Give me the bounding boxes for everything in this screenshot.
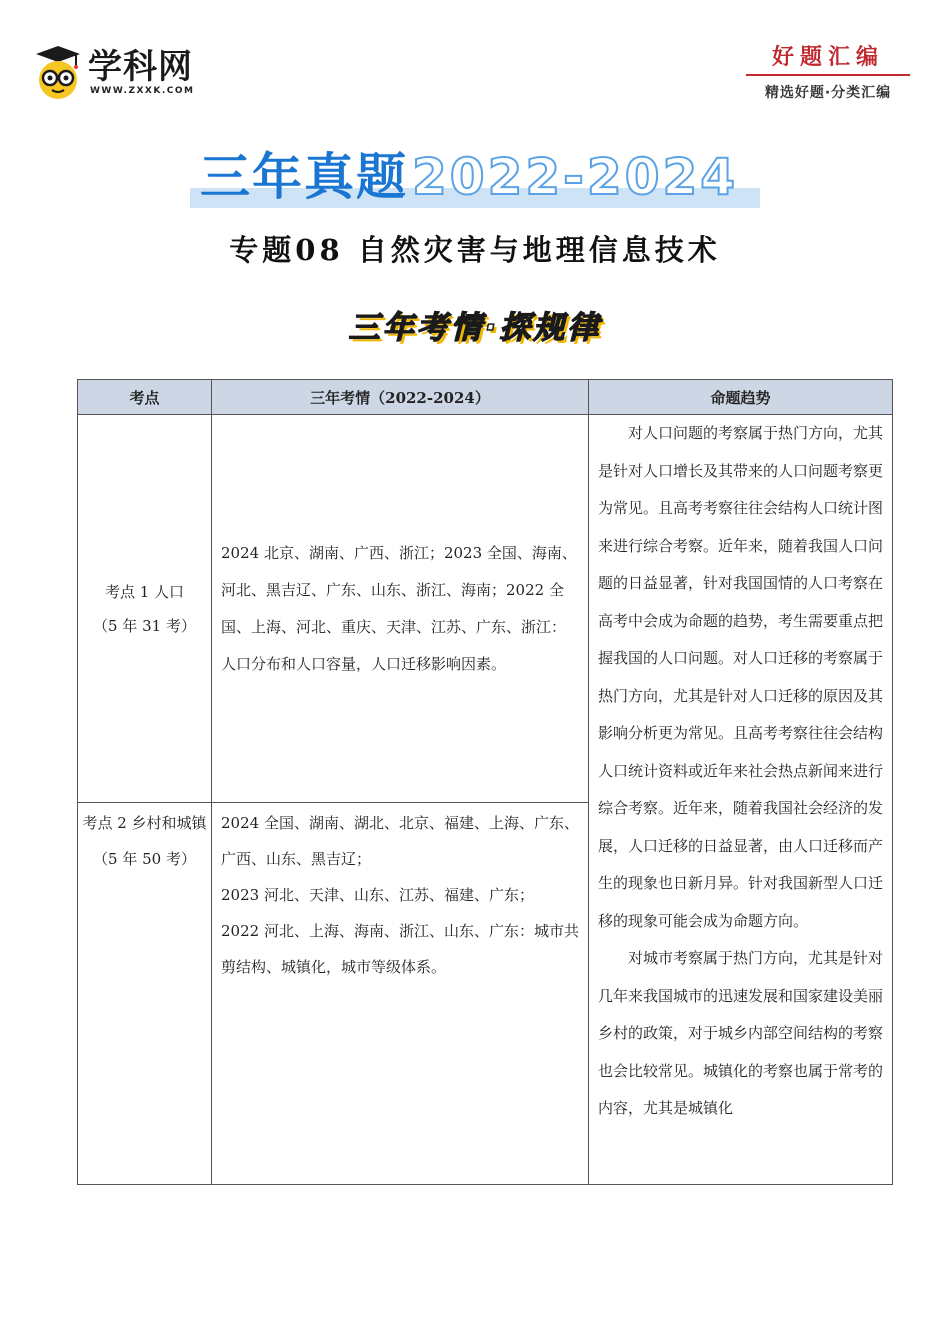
exam-analysis-table [77, 379, 893, 1185]
topic-name: 考点 1 人口 [104, 582, 185, 601]
trend-cell [589, 415, 893, 1185]
logo-name: 学科网 [88, 47, 193, 87]
logo-url: WWW.ZXXK.COM [90, 86, 195, 96]
topic-name: 考点 2 乡村和城镇 [82, 814, 207, 832]
trend-paragraph: 对城市考察属于热门方向，尤其是针对几年来我国城市的迅速发展和国家建设美丽乡村的政策，对于城乡内部空间结构的考察也会比较常见。城镇化的考察也属于常考的内容，尤其是城镇化 [598, 949, 884, 1117]
page-title: 专题08 自然灾害与地理信息技术 [229, 233, 721, 267]
header-details: 三年考情（2022-2024） [212, 380, 589, 415]
table-header-row [78, 380, 893, 415]
details-line: 2022 河北、上海、海南、浙江、山东、广东：城市共剪结构、城镇化，城市等级体系。 [221, 922, 579, 976]
topic-cell [78, 803, 212, 1185]
details-line: 2023 河北、天津、山东、江苏、福建、广东； [221, 886, 534, 904]
header-trend: 命题趋势 [589, 380, 893, 415]
details-cell [212, 803, 589, 1185]
badge-subtitle: 精选好题·分类汇编 [764, 85, 892, 101]
owl-mascot-icon [32, 44, 84, 100]
banner-title [200, 148, 738, 206]
badge-divider [746, 74, 910, 76]
site-logo[interactable] [32, 44, 232, 104]
good-questions-badge [742, 44, 914, 104]
banner-title-cn: 三年真题 [200, 148, 408, 206]
topic-count: （5 年 31 考） [93, 616, 196, 635]
details-cell: 2024 北京、湖南、广西、浙江；2023 全国、海南、河北、黑吉辽、广东、山东、浙江、海南；2022 全国、上海、河北、重庆、天津、江苏、广东、浙江：人口分布和人口容量，人口迁移影响因素。 [212, 415, 589, 803]
details-line: 2024 全国、湖南、湖北、北京、福建、上海、广东、广西、山东、黑吉辽； [221, 814, 579, 868]
topic-count: （5 年 50 考） [93, 850, 196, 868]
badge-title: 好题汇编 [771, 45, 884, 70]
banner-title-years: 2022-2024 [412, 148, 739, 206]
header-topic: 考点 [78, 380, 212, 415]
table-row [78, 415, 893, 803]
trend-paragraph: 对人口问题的考察属于热门方向，尤其是针对人口增长及其带来的人口问题考察更为常见。且高考考察往往会结构人口统计图来进行综合考察。近年来，随着我国人口问题的日益显著，针对我国国情的人口考察在高考中会成为命题的趋势，考生需要重点把握我国的人口问题。对人口迁移的考察属于热门方向，尤其是针对人口迁移的原因及其影响分析更为常见。且高考考察往往会结构人口统计资料或近年来社会热点新闻来进行综合考察。近年来，随着我国社会经济的发展，人口迁移的日益显著，由人口迁移而产生的现象也日新月异。针对我国新型人口迁移的现象可能会成为命题方向。 [598, 424, 884, 930]
topic-cell [78, 415, 212, 803]
banner [190, 148, 760, 210]
section-title: 三年考情·探规律 [348, 310, 602, 346]
